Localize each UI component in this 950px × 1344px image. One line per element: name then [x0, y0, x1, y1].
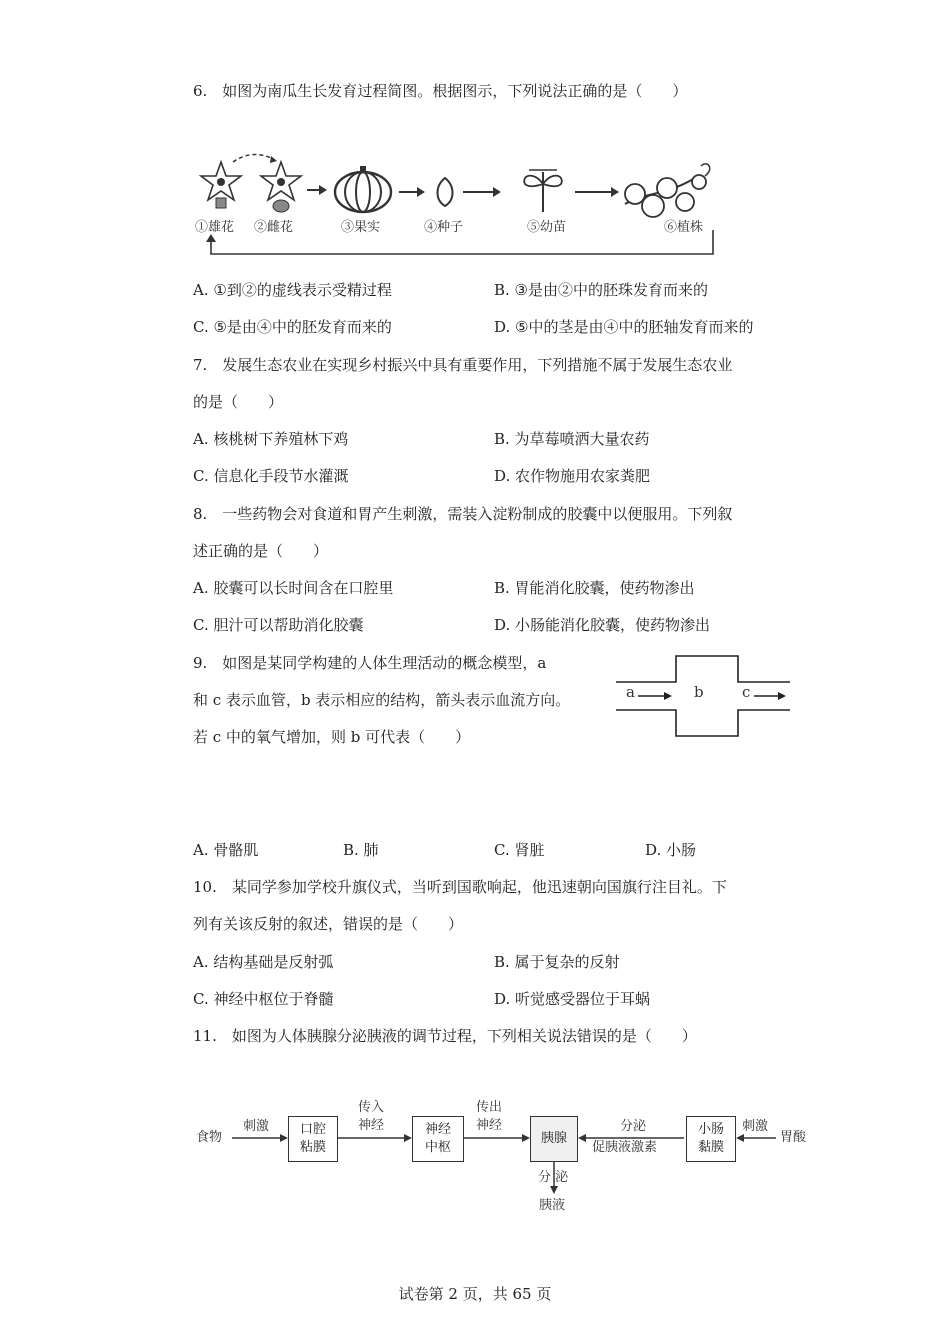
q10-stem-line1: 10. 某同学参加学校升旗仪式，当听到国歌响起，他迅速朝向国旗行注目礼。下: [193, 878, 727, 896]
q10-option-c: C. 神经中枢位于脊髓: [193, 990, 334, 1008]
q8-option-c: C. 胆汁可以帮助消化胶囊: [193, 616, 364, 634]
secretin-label: 促胰液激素: [592, 1140, 658, 1155]
q9-stem-line3: 若 c 中的氧气增加，则 b 可代表（ ）: [193, 728, 471, 746]
q9-option-a: A. 骨骼肌: [193, 841, 259, 859]
nerve-center-box: [412, 1116, 464, 1162]
efferent-label-1: 传出: [476, 1100, 503, 1115]
pancreas-box: [530, 1116, 578, 1162]
seedling-icon: [524, 170, 562, 212]
male-flower-icon: [201, 162, 241, 208]
mature-plant-icon: [625, 164, 710, 217]
q8-option-d: D. 小肠能消化胶囊，使药物渗出: [494, 616, 711, 634]
q8-stem-line1: 8. 一些药物会对食道和胃产生刺激，需装入淀粉制成的胶囊中以便服用。下列叙: [193, 505, 733, 523]
structure-b-label: b: [694, 683, 704, 701]
q6-option-d: D. ⑤中的茎是由④中的胚轴发育而来的: [494, 318, 754, 336]
q10-option-a: A. 结构基础是反射弧: [193, 953, 334, 971]
q6-option-b: B. ③是由②中的胚珠发育而来的: [494, 281, 709, 299]
label-male-flower: ①雄花: [195, 220, 235, 235]
efferent-label-2: 神经: [476, 1118, 503, 1133]
secrete-down-label: 分 泌: [538, 1170, 569, 1185]
pancreatic-juice-label: 胰液: [539, 1198, 566, 1213]
q10-option-d: D. 听觉感受器位于耳蜗: [494, 990, 651, 1008]
vessel-c-label: c: [742, 683, 751, 701]
label-plant: ⑥植株: [664, 220, 704, 235]
q9-stem-line1: 9. 如图是某同学构建的人体生理活动的概念模型，a: [193, 654, 547, 672]
vessel-a-label: a: [626, 683, 635, 701]
q10-option-b: B. 属于复杂的反射: [494, 953, 620, 971]
mouth-mucosa-line1: 口腔: [299, 1122, 326, 1137]
secrete-label: 分泌: [620, 1119, 647, 1134]
food-label: 食物: [196, 1130, 223, 1145]
q6-stem: 6. 如图为南瓜生长发育过程简图。根据图示，下列说法正确的是（ ）: [193, 82, 688, 100]
intestine-mucosa-line2: 黏膜: [697, 1140, 724, 1155]
page-footer: 试卷第 2 页，共 65 页: [398, 1285, 552, 1303]
q8-option-a: A. 胶囊可以长时间含在口腔里: [193, 579, 394, 597]
q9-option-b: B. 肺: [343, 841, 379, 859]
intestine-mucosa-line1: 小肠: [697, 1122, 724, 1137]
female-flower-icon: [261, 162, 301, 212]
q9-option-c: C. 肾脏: [494, 841, 545, 859]
afferent-label-2: 神经: [358, 1118, 385, 1133]
q7-option-b: B. 为草莓喷洒大量农药: [494, 430, 650, 448]
label-fruit: ③果实: [341, 220, 381, 235]
seed-icon: [438, 178, 453, 206]
label-female-flower: ②雌花: [254, 220, 294, 235]
label-seed: ④种子: [424, 220, 464, 235]
mouth-mucosa-line2: 粘膜: [299, 1140, 326, 1155]
q7-option-c: C. 信息化手段节水灌溉: [193, 467, 349, 485]
afferent-label-1: 传入: [358, 1100, 385, 1115]
q7-option-a: A. 核桃树下养殖林下鸡: [193, 430, 349, 448]
nerve-center-line1: 神经: [424, 1122, 451, 1137]
stimulus-label-1: 刺激: [243, 1119, 270, 1134]
q9-stem-line2: 和 c 表示血管，b 表示相应的结构，箭头表示血流方向。: [193, 691, 571, 709]
mouth-mucosa-box: [288, 1116, 338, 1162]
pancreas-label: 胰腺: [540, 1131, 567, 1146]
q7-stem-line1: 7. 发展生态农业在实现乡村振兴中具有重要作用，下列措施不属于发展生态农业: [193, 356, 733, 374]
q7-stem-line2: 的是（ ）: [193, 393, 284, 411]
q6-option-c: C. ⑤是由④中的胚发育而来的: [193, 318, 392, 336]
q8-option-b: B. 胃能消化胶囊，使药物渗出: [494, 579, 695, 597]
q7-option-d: D. 农作物施用农家粪肥: [494, 467, 651, 485]
label-seedling: ⑤幼苗: [527, 220, 567, 235]
gastric-acid-label: 胃酸: [780, 1130, 807, 1145]
pumpkin-fruit-icon: [335, 166, 391, 212]
q9-option-d: D. 小肠: [645, 841, 697, 859]
pumpkin-lifecycle-figure: [193, 150, 763, 262]
q11-stem: 11. 如图为人体胰腺分泌胰液的调节过程，下列相关说法错误的是（ ）: [193, 1027, 697, 1045]
q10-stem-line2: 列有关该反射的叙述，错误的是（ ）: [193, 915, 464, 933]
stimulus-label-2: 刺激: [742, 1119, 769, 1134]
q6-option-a: A. ①到②的虚线表示受精过程: [193, 281, 392, 299]
q8-stem-line2: 述正确的是（ ）: [193, 542, 329, 560]
intestine-mucosa-box: [686, 1116, 736, 1162]
nerve-center-line2: 中枢: [424, 1140, 451, 1155]
